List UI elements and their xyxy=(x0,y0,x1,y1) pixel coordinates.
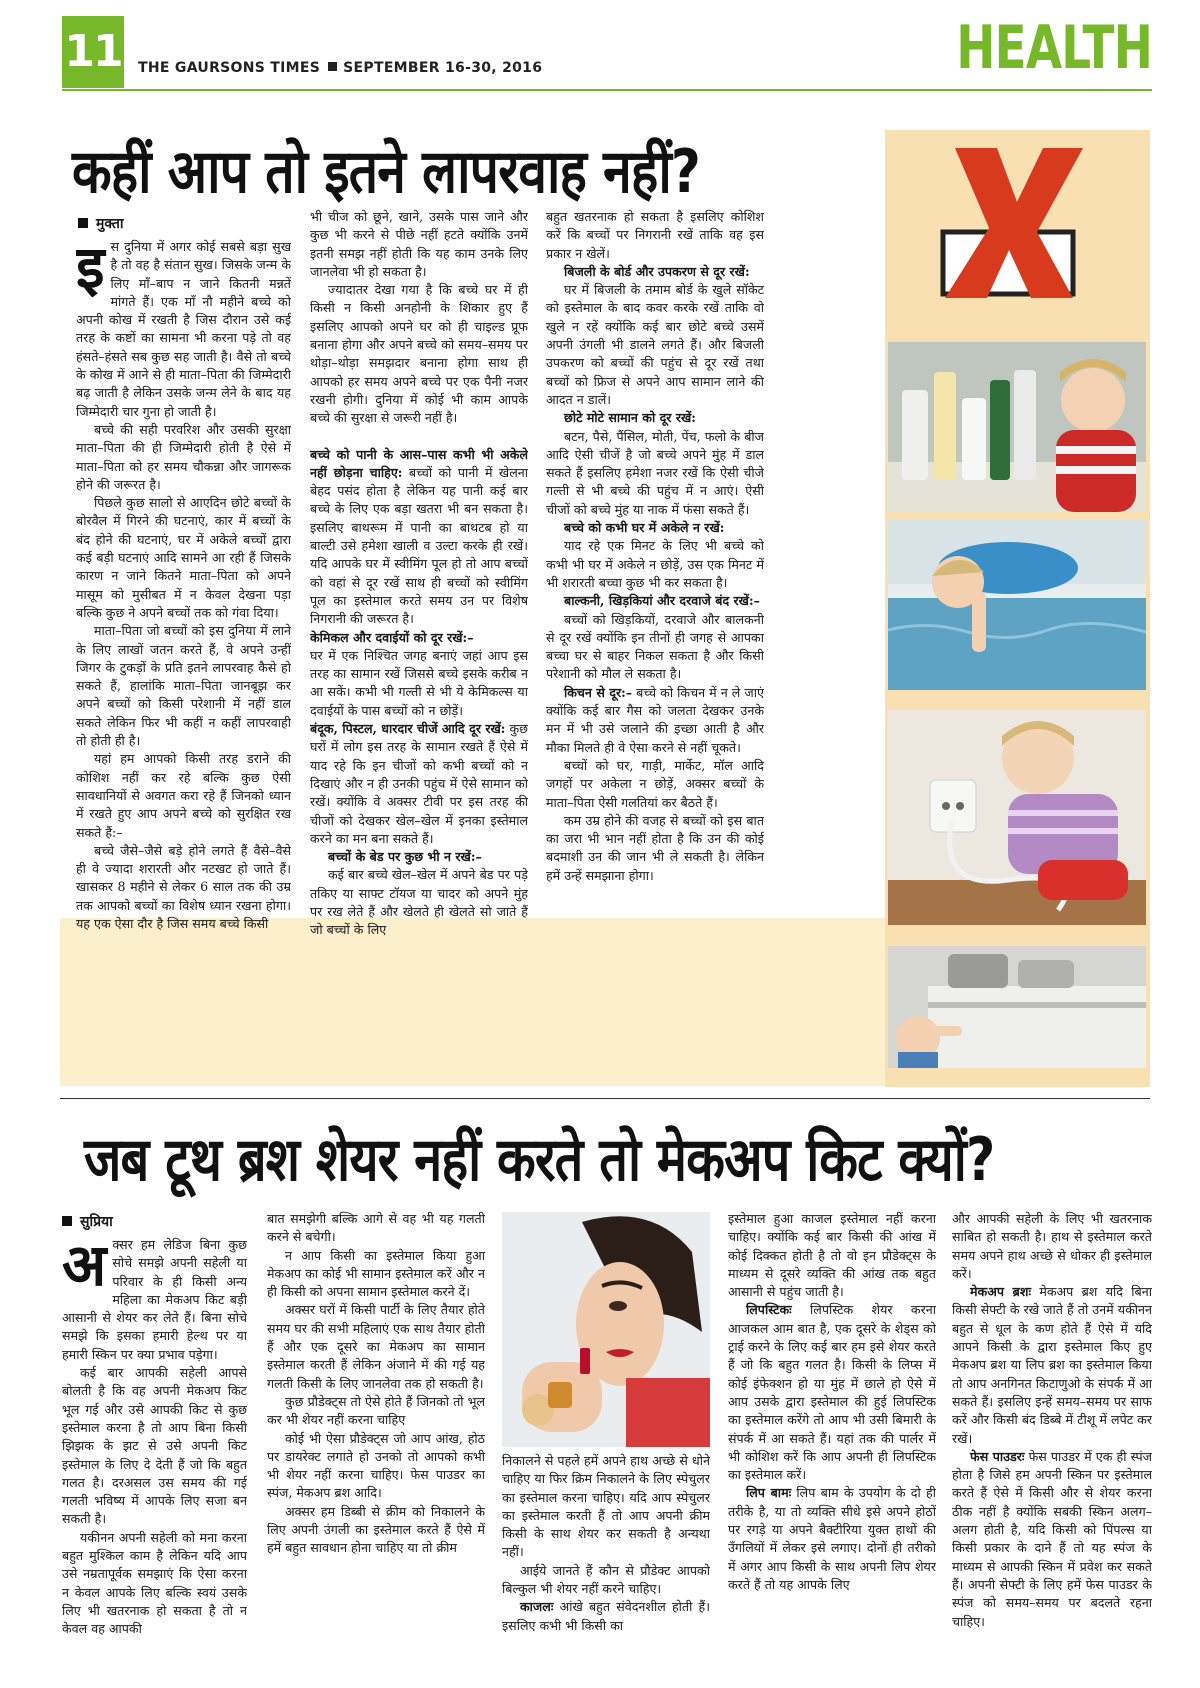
paragraph: बच्चों को घर, गाड़ी, मार्केट, मॉल आदि जगहों पर अकेला न छोड़ें, अक्सर बच्चों के माता–पिता ऐसी गलतियां कर बैठते हैं। xyxy=(546,757,764,810)
paragraph: न आप किसी का इस्तेमाल किया हुआ मेकअप का कोई भी सामान इस्तेमाल करें और न ही किसी को अपना सामान इस्तेमाल करने दें। xyxy=(267,1247,485,1300)
paragraph: याद रहे एक मिनट के लिए भी बच्चे को कभी भी घर में अकेले न छोड़ें, उस एक मिनट में भी शरारती बच्चा कुछ भी कर सकता है। xyxy=(546,538,764,590)
article2-byline: सुप्रिया xyxy=(62,1212,113,1231)
subheading: लिपस्टिकः xyxy=(746,1302,792,1318)
child-with-cleaning-bottles-photo xyxy=(888,342,1146,512)
article1-column-3 xyxy=(546,208,764,1084)
paragraph: यकीनन अपनी सहेली को मना करना बहुत मुश्किल काम है लेकिन यदि आप उसे नम्रतापूर्वक समझाएं कि ऐसा करना न केवल आपके लिए बल्कि स्वयं उसके लिए भी खतरनाक हो सकता है तो न केवल वह आपकी xyxy=(62,1529,247,1637)
paragraph: निकालने से पहले हमें अपने हाथ अच्छे से धोने चाहिए या फिर क्रिम निकालने के लिए स्पेचुलर का इस्तेमाल करना चाहिए। यदि आप स्पेचुलर का इस्तेमाल करती हैं तो आप अपनी क्रीम किसी के साथ शेयर कर सकती है अन्यथा नहीं। xyxy=(502,1453,710,1560)
paragraph: बटन, पैसे, पैंसिल, मोती, पेंच, फलो के बीज आदि ऐसी चीजें है जो बच्चे अपने मुंह में डाल सकते हैं इसलिए हमेशा नजर रखें कि ऐसी चीजे गल्ती से भी बच्चे की पहुंच में न आएं। ऐसी चीजों को बच्चे मुंह या नाक में फंसा सकते हैं। xyxy=(546,428,764,517)
paragraph: कम उम्र होने की वजह से बच्चों को इस बात का जरा भी भान नहीं होता है कि उन की कोई बदमाशी उन की जान भी ले सकती है। लेकिन हमें उन्हें समझाना होगा। xyxy=(546,812,764,883)
subheading: काजलः xyxy=(520,1599,554,1615)
red-x-checkbox-icon xyxy=(905,140,1131,310)
subheading: फेस पाउडरः xyxy=(970,1448,1025,1464)
paragraph: बच्चों को पानी में खेलना बेहद पसंद होता है लेकिन यह पानी कई बार बच्चे के लिए एक बड़ा खतरा भी बन सकता है। इसलिए बाथरूम में पानी का बाथटब हो या बाल्टी उसे हमेशा खाली व उल्टा करके ही रखें। यदि आपके घर में स्वीमिंग पूल हो तो आप बच्चों को वहां से दूर रखें साथ ही बच्चों को स्वीमिंग पूल का इस्तेमाल करते समय उन पर विशेष निगरानी की जरूरत है। xyxy=(310,464,528,627)
header-rule xyxy=(62,89,1152,91)
issue-date: SEPTEMBER 16-30, 2016 xyxy=(343,60,543,76)
paragraph: बात समझेगी बल्कि आगे से वह भी यह गलती करने से बचेगी। xyxy=(267,1211,485,1245)
paragraph: कुछ प्रौडेक्ट्स तो ऐसे होते हैं जिनको तो भूल कर भी शेयर नहीं करना चाहिए xyxy=(267,1393,485,1428)
paragraph: बच्चे जैसे–जैसे बड़े होने लगते हैं वैसे–वैसे ही वे ज्यादा शरारती और नटखट हो जाते हैं। खासकर 8 महीने से लेकर 6 साल तक की उम्र तक आपको बच्चों का विशेष ध्यान रखना होगा। यह एक ऐसा दौर है जिस समय बच्चे किसी xyxy=(76,842,291,931)
paragraph: मेकअप ब्रश यदि बिना किसी सेफ्टी के रखे जाते हैं तो उनमें यकीनन बहुत से धूल के कण होते हैं ऐसे में यदि आपने किसी के द्वारा इस्तेमाल किए हुए मेकअप ब्रश या लिप ब्रश का इस्तेमाल किया तो आप अनगिनत किटाणुओ के संपर्क में आ सकते हैं। इसलिए इन्हें समय–समय पर साफ करें और किसी बंद डिब्बे में टीशू में लपेट कर रखें। xyxy=(952,1284,1152,1446)
paragraph: घर में एक निश्चित जगह बनाएं जहां आप इस तरह का सामान रखें जिससे बच्चे इसके करीब न आ सकें। कभी भी गल्ती से भी ये केमिकल्स या दवाईयों के पास बच्चों को न छोड़ें। xyxy=(310,647,528,718)
subheading: किचन से दूर:– xyxy=(564,684,633,700)
article2-dropcap: अ xyxy=(62,1236,107,1299)
article2-column-4 xyxy=(728,1210,936,1682)
publication-line xyxy=(138,60,542,76)
paragraph: कोई भी ऐसा प्रौडेक्ट्स जो आप आंख, होठ पर डायरेक्ट लगाते हो उनको तो आपको कभी भी शेयर नहीं करना चाहिए। फेस पाउडर का स्पंज, मेकअप ब्रश आदि। xyxy=(267,1430,485,1501)
article2-column-2 xyxy=(267,1210,485,1682)
separator-square-icon xyxy=(328,62,337,71)
subheading: बच्चे को कभी घर में अकेले न रखें: xyxy=(564,520,725,536)
child-at-pool-edge-photo xyxy=(888,520,1146,690)
paragraph: फेस पाउडर में एक ही स्पंज होता है जिसे हम अपनी स्किन पर इस्तेमाल करते हैं ऐसे में किसी और से शेयर करना ठीक नहीं है क्योंकि सबकी स्किन अलग–अलग होती है, यदि किसी को पिंपल्स या किसी प्रकार के दाने हैं तो यह स्पंज के माध्यम से आपकी स्किन में प्रवेश कर सकते हैं। अपनी सेफ्टी के लिए हमें फेस पाउडर के स्पंज को समय–समय पर बदलते रहना चाहिए। xyxy=(952,1448,1152,1629)
paragraph: अक्सर हम डिब्बी से क्रीम को निकालने के लिए अपनी उंगली का इस्तेमाल करते हैं ऐसे में हमें बहुत सावधान होना चाहिए या तो क्रीम xyxy=(267,1503,485,1556)
article1-byline: मुक्ता xyxy=(78,214,123,233)
paragraph: आईये जानते हैं कौन से प्रौडेक्ट आपको बिल्कुल भी शेयर नहीं करने चाहिए। xyxy=(502,1562,710,1597)
subheading: लिप बामः xyxy=(746,1485,792,1501)
paragraph: कई बार बच्चे खेल–खेल में अपने बेड पर पड़े तकिए या साफ्ट टॉयज या चादर को अपने मुंह पर रख लेते हैं और खेलते ही खेलते सो जाते हैं जो बच्चों के लिए xyxy=(310,867,528,938)
paragraph: बच्चे की सही परवरिश और उसकी सुरक्षा माता–पिता की ही जिम्मेदारी होती है ऐसे में माता–पिता को हर समय चौकन्ना और जागरूक होने की जरूरत है। xyxy=(76,421,291,492)
paragraph: लिपस्टिक शेयर करना आजकल आम बात है, एक दूसरे के शेड्स को ट्राई करने के लिए कई बार हम इसे शेयर करते हैं जो कि बहुत गलत है। किसी के लिप्स में कोई इंफेक्शन हो या मुंह में छाले हो ऐसे में आप उसके द्वारा इस्तेमाल की हुई लिपस्टिक का इस्तेमाल करेंगे तो आप भी उसी बिमारी के संपर्क में आ सकते हैं। यहां तक की पार्लर में भी कोशिश करें कि आप अपनी ही लिपस्टिक का इस्तेमाल करें। xyxy=(728,1302,936,1483)
article1-column-1 xyxy=(76,238,291,1084)
paragraph: क्सर हम लेडिज बिना कुछ सोचे समझे अपनी सहेली या परिवार के ही किसी अन्य महिला का मेकअप किट बड़ी आसानी से शेयर कर लेते हैं। बिना सोचे समझे कि इसका हमारी हेल्थ पर या हमारी स्किन पर क्या प्रभाव पड़ेगा। xyxy=(62,1237,247,1362)
child-at-stove-photo xyxy=(888,946,1146,1068)
article2-column-5 xyxy=(952,1210,1152,1682)
article1-dropcap: इ xyxy=(76,238,105,301)
paragraph: यहां हम आपको किसी तरह डराने की कोशिश नहीं कर रहे बल्कि कुछ ऐसी सावधानियों से अवगत करा रहे हैं जिनको ध्यान में रखते हुए आप अपने बच्चे को सुरक्षित रख सकते हैं:– xyxy=(76,751,291,840)
paragraph: घर में बिजली के तमाम बोर्ड के खुले सॉकेट को इस्तेमाल के बाद कवर करके रखें ताकि वो खुले न रहें क्योंकि कई बार छोटे बच्चे उसमें अपनी उंगली भी डालने लगते हैं। और बिजली उपकरण को बच्चों की पहुंच से दूर रखें तथा बच्चों को फ्रिज से अपने आप सामान लाने की आदत न डालें। xyxy=(546,282,764,407)
paragraph: लिप बाम के उपयोग के दो ही तरीके है, या तो व्यक्ति सीधे इसे अपने होठों पर रगड़े या अपने बैक्टीरिया युक्त हाथों की उँगलियों में लेकर इसे लगाए। दोनों ही तरीको में अगर आप किसी के साथ अपनी लिप शेयर करते हैं तो यह आपके लिए xyxy=(728,1485,936,1592)
publication-name: THE GAURSONS TIMES xyxy=(138,60,321,76)
paragraph: बच्चे को किचन में न ले जाएं क्योंकि कई बार गैस को जलता देखकर उनके मन में भी उसे जलाने की इच्छा आती है और मौका मिलते ही वे ऐसा करने से नहीं चूकते। xyxy=(546,684,764,755)
paragraph: इस्तेमाल हुआ काजल इस्तेमाल नहीं करना चाहिए। क्योंकि कई बार किसी की आंख में कोई दिक्कत होती है तो वो इन प्रौडेक्ट्स के माध्यम से दूसरे व्यक्ति की आंख तक बहुत आसानी से पहुंच जाती है। xyxy=(728,1211,936,1300)
paragraph: कुछ घरों में लोग इस तरह के सामान रखते हैं ऐसे में याद रहे कि इन चीजों को कभी बच्चों को न दिखाएं और न ही उनकी पहुंच में ऐसे सामान को रखें। क्योंकि वे अक्सर टीवी पर इस तरह की चीजों को देखकर खेल–खेल में इनका इस्तेमाल करने का मन बना सकते हैं। xyxy=(310,721,528,846)
article2-column-3 xyxy=(502,1452,710,1682)
child-touching-socket-photo xyxy=(888,710,1146,925)
paragraph: ज्यादातर देखा गया है कि बच्चे घर में ही किसी न किसी अनहोनी के शिकार हुए हैं इसलिए आपको अपने घर को ही चाइल्ड प्रूफ बनाना होगा और अपने बच्चे को समय–समय पर थोड़ा–थोड़ा समझदार बनाना होगा साथ ही आपको हर समय अपने बच्चे पर एक पैनी नजर रखनी होगी। दुनिया में कोई भी काम आपके बच्चे की सुरक्षा से जरूरी नहीं है। xyxy=(310,282,528,426)
masthead xyxy=(62,13,1152,90)
subheading: केमिकल और दवाईयों को दूर रखें:– xyxy=(310,629,474,645)
paragraph: और आपकी सहेली के लिए भी खतरनाक साबित हो सकती है। हाथ से इस्तेमाल करते समय अपने हाथ अच्छे से धोकर ही इस्तेमाल करें। xyxy=(952,1211,1152,1281)
article2-headline: जब टूथ ब्रश शेयर नहीं करते तो मेकअप किट क्यों? xyxy=(84,1125,995,1195)
article-separator xyxy=(60,1098,1150,1099)
article1-headline: कहीं आप तो इतने लापरवाह नहीं? xyxy=(72,137,700,207)
subheading: बंदूक, पिस्टल, धारदार चीजें आदि दूर रखें: xyxy=(310,721,506,737)
woman-applying-lipstick-photo xyxy=(502,1212,710,1447)
paragraph: कई बार आपकी सहेली आपसे बोलती है कि वह अपनी मेकअप किट भूल गई और उसे आपकी किट से कुछ इस्तेमाल करना है तो आप बिना किसी झिझक के झट से उसे अपनी किट इस्तेमाल के लिए दे देती हैं जो कि बहुत गलत है। दरअसल उस समय की गई गलती भविष्य में आपके लिए सजा बन सकती है। xyxy=(62,1365,247,1527)
paragraph: आंखे बहुत संवेदनशील होती हैं। इसलिए कभी भी किसी का xyxy=(502,1599,710,1633)
subheading: बाल्कनी, खिड़कियां और दरवाजे बंद रखें:– xyxy=(564,593,760,609)
subheading: बच्चे को पानी के आस–पास कभी भी अकेले नहीं छोड़ना चाहिए: xyxy=(310,446,528,480)
paragraph: भी चीज को छूने, खाने, उसके पास जाने और कुछ भी करने से पीछे नहीं हटते क्योंकि उनमें इतनी समझ नहीं होती कि यह काम उनके लिए जानलेवा भी हो सकता है। xyxy=(310,209,528,279)
section-title: HEALTH xyxy=(956,13,1152,83)
paragraph: अक्सर घरों में किसी पार्टी के लिए तैयार होते समय घर की सभी महिलाएं एक साथ तैयार होती हैं और एक दूसरे का मेकअप का सामान इस्तेमाल करती हैं लेकिन अंजाने में की गई यह गलती किसी के लिए जानलेवा तक हो सकती है। xyxy=(267,1302,485,1391)
paragraph: स दुनिया में अगर कोई सबसे बड़ा सुख है तो वह है संतान सुख। जिसके जन्म के लिए माँ–बाप न जाने कितनी मन्नतें मांगते हैं। एक माँ नौ महीने बच्चे को अपनी कोख में रखती है जिस दौरान उसे कई तरह के कष्टों का सामना भी करना पड़े तो वह हंसते–हंसते सब कुछ सह जाती है। वैसे तो बच्चे के कोख में आने से ही माता–पिता की जिम्मेदारी बढ़ जाती है लेकिन उसके जन्म लेने के बाद यह जिम्मेदारी चार गुना हो जाती है। xyxy=(76,239,291,419)
paragraph: बहुत खतरनाक हो सकता है इसलिए कोशिश करें कि बच्चों पर निगरानी रखें ताकि वह इस प्रकार न खेलें। xyxy=(546,209,764,261)
page-number: 11 xyxy=(62,16,124,88)
paragraph: बच्चों को खिड़कियों, दरवाजे और बालकनी से दूर रखें क्योंकि इन तीनों ही जगह से आपका बच्चा घर से बाहर निकल सकता है और किसी परेशानी को मौल ले सकता है। xyxy=(546,611,764,682)
subheading: बिजली के बोर्ड और उपकरण से दूर रखें: xyxy=(564,263,750,279)
article1-column-2 xyxy=(310,208,528,1084)
article2-column-1 xyxy=(62,1236,247,1682)
paragraph: माता–पिता जो बच्चों को इस दुनिया में लाने के लिए लाखों जतन करते हैं, वे अपने उन्हीं जिगर के टुकड़ों के प्रति इतने लापरवाह कैसे हो सकते हैं, हालांकि माता–पिता जानबूझ कर अपने बच्चों को किसी परेशानी में नहीं डाल सकते लेकिन फिर भी कहीं न कहीं लापरवाही तो होती ही है। xyxy=(76,623,291,749)
subheading: मेकअप ब्रशः xyxy=(970,1284,1031,1300)
subheading: छोटे मोटे सामान को दूर रखें: xyxy=(564,410,696,426)
paragraph: पिछले कुछ सालो से आएदिन छोटे बच्चों के बोरवैल में गिरने की घटनाएं, कार में बच्चों के बंद होने की घटनाएं, घर में अकेले बच्चों द्वारा कई बड़ी घटनाएं आदि सामने आ रही हैं जिसके कारण न जाने कितने माता–पिता को अपने मासूम को मुसीबत में न केवल देखना पड़ा बल्कि कुछ ने अपने बच्चों तक को गंवा दिया। xyxy=(76,495,291,620)
subheading: बच्चों के बेड पर कुछ भी न रखें:– xyxy=(328,849,482,865)
